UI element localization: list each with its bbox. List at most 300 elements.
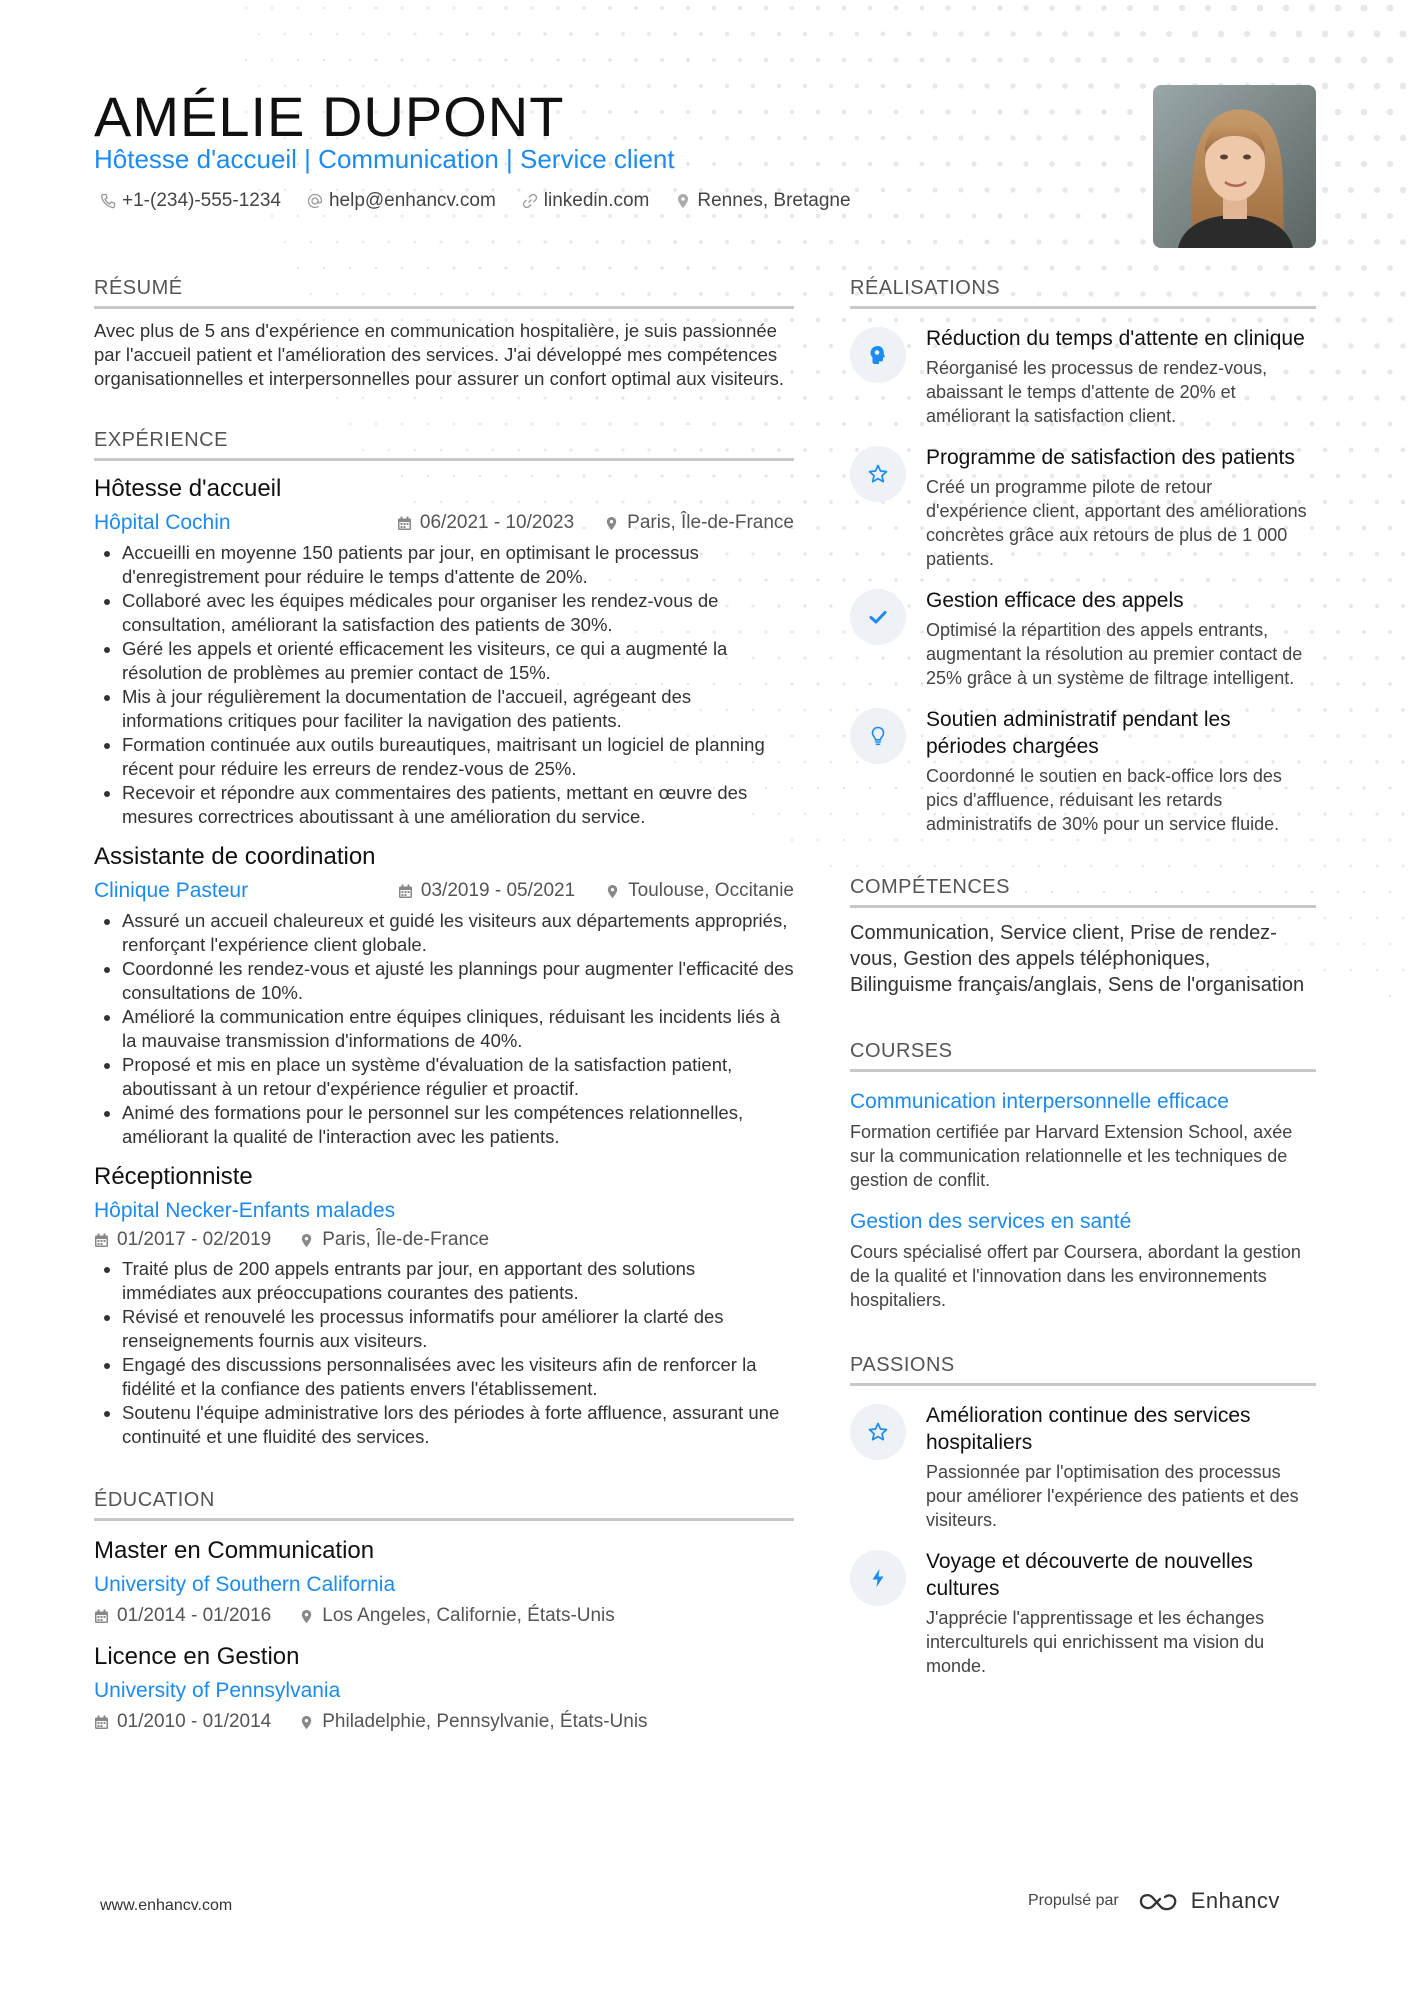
- background-dot: [1101, 161, 1107, 167]
- lightbulb-icon: [867, 725, 889, 747]
- background-dot: [1374, 187, 1380, 193]
- passion-body: [926, 1402, 1316, 1532]
- background-dot: [958, 187, 963, 192]
- background-dot: [1049, 57, 1055, 63]
- background-dot: [1192, 31, 1198, 37]
- background-dot: [1309, 5, 1316, 12]
- background-dot: [1114, 135, 1120, 141]
- background-dot: [426, 6, 429, 9]
- background-dot: [803, 292, 807, 296]
- background-dot: [945, 161, 950, 166]
- achievement-title: Soutien administratif pendant les périodes chargées: [926, 708, 1231, 758]
- brand-logo[interactable]: [1137, 1888, 1280, 1914]
- background-dot: [842, 162, 847, 167]
- background-dot: [621, 240, 625, 244]
- background-dot: [517, 240, 520, 243]
- background-dot: [1010, 135, 1015, 140]
- background-dot: [375, 7, 378, 10]
- background-dot: [388, 33, 391, 36]
- background-dot: [751, 32, 755, 36]
- background-dot: [1322, 291, 1328, 297]
- background-dot: [817, 839, 819, 841]
- background-dot: [686, 6, 690, 10]
- background-dot: [1386, 4, 1393, 11]
- job-title: Assistante de coordination: [94, 843, 376, 870]
- background-dot: [738, 162, 742, 166]
- background-dot: [1127, 109, 1133, 115]
- background-dot: [1388, 526, 1393, 531]
- background-dot: [843, 839, 845, 841]
- background-dot: [829, 292, 833, 296]
- background-dot: [1023, 109, 1029, 115]
- background-dot: [829, 136, 834, 141]
- background-dot: [1363, 943, 1366, 946]
- background-dot: [1075, 5, 1081, 11]
- background-dot: [1387, 109, 1394, 116]
- job-location-text: Paris, Île-de-France: [627, 512, 794, 533]
- background-dot: [958, 31, 963, 36]
- background-dot: [543, 240, 546, 243]
- background-dot: [855, 188, 860, 193]
- background-dot: [738, 110, 742, 114]
- background-dot: [725, 32, 729, 36]
- background-dot: [906, 31, 911, 36]
- background-dot: [1023, 5, 1029, 11]
- job-location-text: Toulouse, Occitanie: [628, 880, 794, 901]
- background-dot: [1257, 57, 1264, 64]
- background-dot: [842, 578, 845, 581]
- bullet-item: • Animé des formations pour le personnel sur les compétences relationnelles, améliorant la qualité de l'interaction avec les patients.: [122, 1101, 794, 1149]
- background-dot: [1348, 395, 1353, 400]
- background-dot: [1153, 5, 1159, 11]
- background-dot: [1361, 213, 1367, 219]
- background-dot: [1283, 57, 1290, 64]
- job-entry: [94, 1163, 794, 1449]
- education-dates: [94, 1605, 271, 1627]
- degree-title: Licence en Gestion: [94, 1643, 300, 1670]
- background-dot: [686, 58, 690, 62]
- achievement-item: [850, 325, 1316, 428]
- background-dot: [647, 240, 651, 244]
- location-pin-icon: [299, 1233, 314, 1248]
- background-dot: [1010, 239, 1015, 244]
- background-dot: [971, 109, 976, 114]
- background-dot: [569, 240, 572, 243]
- job-entry: [94, 475, 794, 829]
- background-dot: [984, 187, 989, 192]
- background-dot: [751, 136, 755, 140]
- background-dot: [803, 32, 808, 37]
- background-dot: [1375, 760, 1378, 763]
- job-bullets: [94, 1257, 794, 1449]
- background-dot: [297, 59, 300, 62]
- background-dot: [1205, 57, 1211, 63]
- background-dot: [751, 240, 755, 244]
- background-dot: [1361, 109, 1368, 116]
- background-dot: [1363, 891, 1366, 894]
- background-dot: [1336, 526, 1341, 531]
- background-dot: [958, 135, 963, 140]
- background-dot: [349, 267, 352, 270]
- background-dot: [790, 110, 795, 115]
- background-dot: [699, 84, 703, 88]
- background-dot: [1401, 552, 1405, 556]
- background-dot: [582, 266, 585, 269]
- background-dot: [1322, 31, 1329, 38]
- degree-title: Master en Communication: [94, 1537, 375, 1564]
- achievement-item: [850, 444, 1316, 571]
- background-dot: [1376, 917, 1379, 920]
- background-dot: [777, 84, 782, 89]
- background-dot: [738, 6, 742, 10]
- background-dot: [1400, 395, 1405, 400]
- job-meta: [94, 879, 794, 903]
- background-dot: [1322, 343, 1327, 348]
- background-dot: [647, 136, 651, 140]
- background-dot: [893, 5, 898, 10]
- background-dot: [1049, 109, 1055, 115]
- enhancv-logo-icon: [1137, 1889, 1183, 1913]
- background-dot: [817, 683, 820, 686]
- background-dot: [1244, 31, 1251, 38]
- background-dot: [1322, 187, 1328, 193]
- contact-bar: [100, 190, 851, 212]
- background-dot: [1088, 31, 1094, 37]
- background-dot: [647, 32, 651, 36]
- background-dot: [1348, 83, 1355, 90]
- background-dot: [933, 240, 938, 245]
- brain-icon: [867, 344, 889, 366]
- job-bullets: [94, 541, 794, 829]
- background-dot: [1374, 291, 1380, 297]
- background-dot: [1399, 30, 1406, 37]
- background-dot: [1361, 421, 1366, 426]
- contact-location: [675, 190, 850, 212]
- background-dot: [907, 188, 912, 193]
- background-dot: [608, 58, 612, 62]
- background-dot: [1402, 917, 1405, 920]
- background-dot: [245, 59, 247, 61]
- background-dot: [946, 266, 951, 271]
- background-dot: [829, 240, 833, 244]
- background-dot: [1114, 83, 1120, 89]
- background-dot: [621, 32, 625, 36]
- background-dot: [842, 266, 846, 270]
- background-dot: [1049, 265, 1054, 270]
- background-dot: [582, 6, 586, 10]
- background-dot: [1075, 109, 1081, 115]
- background-dot: [1283, 265, 1289, 271]
- contact-email[interactable]: [307, 190, 496, 212]
- job-meta-details: [94, 1229, 794, 1251]
- background-dot: [1140, 83, 1146, 89]
- achievement-icon-wrap: [850, 446, 906, 502]
- background-dot: [1049, 213, 1054, 218]
- background-dot: [504, 58, 507, 61]
- background-dot: [816, 474, 820, 478]
- background-dot: [1140, 239, 1146, 245]
- background-dot: [932, 83, 937, 88]
- background-dot: [1361, 5, 1368, 12]
- background-dot: [1323, 604, 1327, 608]
- skills-text: Communication, Service client, Prise de rendez-vous, Gestion des appels téléphoniques, Bilinguisme français/anglais, Sens de l'organisation: [850, 922, 1305, 996]
- location-pin-icon: [299, 1609, 314, 1624]
- bullet-item: • Révisé et renouvelé les processus informatifs pour améliorer la clarté des renseignements fournis aux visiteurs.: [122, 1305, 794, 1353]
- background-dot: [881, 84, 886, 89]
- background-dot: [634, 214, 638, 218]
- background-dot: [712, 6, 716, 10]
- background-dot: [997, 161, 1002, 166]
- background-dot: [919, 109, 924, 114]
- background-dot: [1324, 969, 1326, 971]
- background-dot: [401, 7, 404, 10]
- achievements-heading: RÉALISATIONS: [850, 277, 1316, 309]
- contact-phone[interactable]: [100, 190, 281, 212]
- left-column: [94, 277, 794, 1733]
- background-dot: [1324, 865, 1327, 868]
- contact-linkedin[interactable]: [522, 190, 650, 212]
- background-dot: [842, 422, 846, 426]
- job-dates: [94, 1229, 271, 1251]
- background-dot: [1036, 31, 1042, 37]
- background-dot: [946, 214, 951, 219]
- background-dot: [1388, 474, 1393, 479]
- background-dot: [699, 32, 703, 36]
- background-dot: [842, 474, 846, 478]
- background-dot: [634, 266, 638, 270]
- background-dot: [1114, 239, 1119, 244]
- bullet-item: • Collaboré avec les équipes médicales pour organiser les rendez-vous de consultation, améliorant la satisfaction des patients de 30%.: [122, 589, 794, 637]
- course-desc: Formation certifiée par Harvard Extension School, axée sur la communication relationnelle et les techniques de gestion de conflit.: [850, 1122, 1293, 1190]
- background-dot: [660, 266, 664, 270]
- background-dot: [829, 604, 832, 607]
- job-dates-text: 03/2019 - 05/2021: [420, 880, 576, 901]
- bullet-item: • Géré les appels et orienté efficacement les visiteurs, ce qui a augmenté la résolution de problèmes au premier contact de 15%.: [122, 637, 794, 685]
- profile-photo: [1153, 85, 1316, 248]
- background-dot: [427, 215, 430, 218]
- achievement-title: Réduction du temps d'attente en clinique: [926, 327, 1305, 350]
- background-dot: [1179, 5, 1185, 11]
- background-dot: [673, 136, 677, 140]
- background-dot: [401, 59, 404, 62]
- job-dates: [397, 512, 574, 534]
- background-dot: [284, 33, 286, 35]
- school-name: University of Southern California: [94, 1573, 396, 1596]
- background-dot: [816, 578, 819, 581]
- background-dot: [1101, 265, 1106, 270]
- job-entry: [94, 843, 794, 1149]
- background-dot: [465, 240, 468, 243]
- background-dot: [1179, 57, 1185, 63]
- background-dot: [621, 136, 625, 140]
- location-pin-icon: [675, 193, 691, 209]
- background-dot: [1010, 187, 1015, 192]
- background-dot: [984, 239, 989, 244]
- background-dot: [1127, 57, 1133, 63]
- background-dot: [556, 266, 559, 269]
- background-dot: [777, 240, 781, 244]
- background-dot: [855, 32, 860, 37]
- background-dot: [362, 33, 365, 36]
- background-dot: [1349, 760, 1352, 763]
- background-dot: [816, 214, 821, 219]
- background-dot: [712, 266, 716, 270]
- background-dot: [1336, 474, 1341, 479]
- background-dot: [1101, 213, 1107, 219]
- background-dot: [323, 215, 326, 218]
- education-entry: [94, 1537, 794, 1627]
- footer-website[interactable]: www.enhancv.com: [100, 1897, 233, 1914]
- background-dot: [1348, 239, 1354, 245]
- bullet-item: • Mis à jour régulièrement la documentation de l'accueil, agrégeant des informations critiques pour faciliter la navigation des patients.: [122, 685, 794, 733]
- background-dot: [478, 6, 481, 9]
- background-dot: [1062, 135, 1068, 141]
- background-dot: [829, 396, 833, 400]
- background-dot: [842, 370, 846, 374]
- education-dates: [94, 1711, 271, 1733]
- background-dot: [595, 32, 599, 36]
- right-column: [850, 277, 1316, 1678]
- background-dot: [803, 240, 807, 244]
- background-dot: [842, 630, 845, 633]
- background-dot: [336, 241, 339, 244]
- background-dot: [258, 33, 260, 35]
- background-dot: [530, 266, 533, 269]
- background-dot: [1036, 187, 1041, 192]
- background-dot: [907, 136, 912, 141]
- background-dot: [945, 5, 950, 10]
- background-dot: [1400, 343, 1405, 348]
- background-dot: [608, 110, 612, 114]
- bullet-item: • Traité plus de 200 appels entrants par jour, en apportant des solutions immédiates aux préoccupations courantes des patients.: [122, 1257, 794, 1305]
- background-dot: [1349, 708, 1353, 712]
- bullet-item: • Proposé et mis en place un système d'évaluation de la satisfaction patient, aboutissant à un retour d'expérience régulier et proactif.: [122, 1053, 794, 1101]
- background-dot: [803, 500, 807, 504]
- background-dot: [894, 162, 899, 167]
- background-dot: [816, 630, 819, 633]
- background-dot: [1375, 812, 1378, 815]
- background-dot: [310, 241, 312, 243]
- background-dot: [595, 84, 599, 88]
- job-meta-details: [397, 512, 794, 534]
- background-dot: [764, 6, 769, 11]
- job-location: [604, 512, 794, 534]
- background-dot: [919, 57, 924, 62]
- background-dot: [868, 266, 873, 271]
- background-dot: [881, 32, 886, 37]
- background-dot: [452, 6, 455, 9]
- background-dot: [816, 162, 821, 167]
- job-location: [299, 1229, 489, 1251]
- background-dot: [1336, 630, 1340, 634]
- background-dot: [1088, 187, 1094, 193]
- background-dot: [972, 266, 977, 271]
- background-dot: [777, 32, 782, 37]
- background-dot: [491, 32, 494, 35]
- background-dot: [803, 396, 807, 400]
- job-company: Hôpital Necker-Enfants malades: [94, 1199, 396, 1222]
- background-dot: [1400, 187, 1406, 193]
- background-dot: [1309, 57, 1316, 64]
- background-dot: [686, 110, 690, 114]
- background-dot: [764, 214, 768, 218]
- brand-name: Enhancv: [1190, 1888, 1280, 1913]
- background-dot: [1401, 604, 1405, 608]
- achievement-title: Programme de satisfaction des patients: [926, 446, 1295, 469]
- background-dot: [530, 6, 534, 10]
- background-dot: [1400, 291, 1406, 297]
- background-dot: [1062, 187, 1067, 192]
- background-dot: [1337, 943, 1340, 946]
- background-dot: [920, 162, 925, 167]
- job-dates-text: 01/2017 - 02/2019: [117, 1229, 272, 1250]
- background-dot: [945, 109, 950, 114]
- background-dot: [803, 656, 806, 659]
- background-dot: [1348, 291, 1354, 297]
- calendar-icon: [94, 1609, 109, 1624]
- education-location-text: Philadelphie, Pennsylvanie, États-Unis: [322, 1711, 648, 1732]
- background-dot: [764, 162, 768, 166]
- background-dot: [1375, 708, 1379, 712]
- calendar-icon: [398, 884, 413, 899]
- background-dot: [530, 214, 533, 217]
- education-dates-text: 01/2010 - 01/2014: [117, 1711, 272, 1732]
- background-dot: [830, 761, 833, 764]
- background-dot: [777, 136, 781, 140]
- background-dot: [310, 33, 313, 36]
- background-dot: [478, 214, 481, 217]
- background-dot: [284, 241, 286, 243]
- achievement-desc: Optimisé la répartition des appels entrants, augmentant la résolution au premier contact de 25% grâce à un système de filtrage intelligent.: [926, 620, 1303, 688]
- background-dot: [660, 214, 664, 218]
- job-title: Hôtesse d'accueil: [94, 475, 282, 502]
- background-dot: [297, 7, 300, 10]
- background-dot: [843, 735, 846, 738]
- achievement-icon-wrap: [850, 589, 906, 645]
- background-dot: [595, 136, 599, 140]
- background-dot: [738, 58, 742, 62]
- background-dot: [1388, 682, 1392, 686]
- background-dot: [504, 266, 507, 269]
- passion-body: [926, 1548, 1316, 1678]
- background-dot: [907, 240, 912, 245]
- background-dot: [1400, 239, 1406, 245]
- background-dot: [1387, 161, 1393, 167]
- course-entry: [850, 1090, 1316, 1192]
- education-location-text: Los Angeles, Californie, États-Unis: [322, 1605, 615, 1626]
- background-dot: [1336, 734, 1340, 738]
- education-entry: [94, 1643, 794, 1733]
- background-dot: [1323, 760, 1326, 763]
- background-dot: [517, 32, 520, 35]
- background-dot: [1336, 682, 1340, 686]
- passions-heading: PASSIONS: [850, 1354, 1316, 1386]
- background-dot: [297, 267, 299, 269]
- background-dot: [842, 214, 847, 219]
- background-dot: [1401, 448, 1406, 453]
- background-dot: [1389, 995, 1391, 997]
- background-dot: [582, 214, 586, 218]
- passion-title: Amélioration continue des services hospitaliers: [926, 1404, 1251, 1454]
- background-dot: [830, 865, 832, 867]
- background-dot: [1010, 31, 1016, 37]
- passion-desc: J'apprécie l'apprentissage et les échanges interculturels qui enrichissent ma vision du monde.: [926, 1608, 1265, 1676]
- background-dot: [1323, 552, 1327, 556]
- background-dot: [1283, 5, 1290, 12]
- background-dot: [984, 83, 989, 88]
- background-dot: [997, 213, 1002, 218]
- background-dot: [1336, 838, 1339, 841]
